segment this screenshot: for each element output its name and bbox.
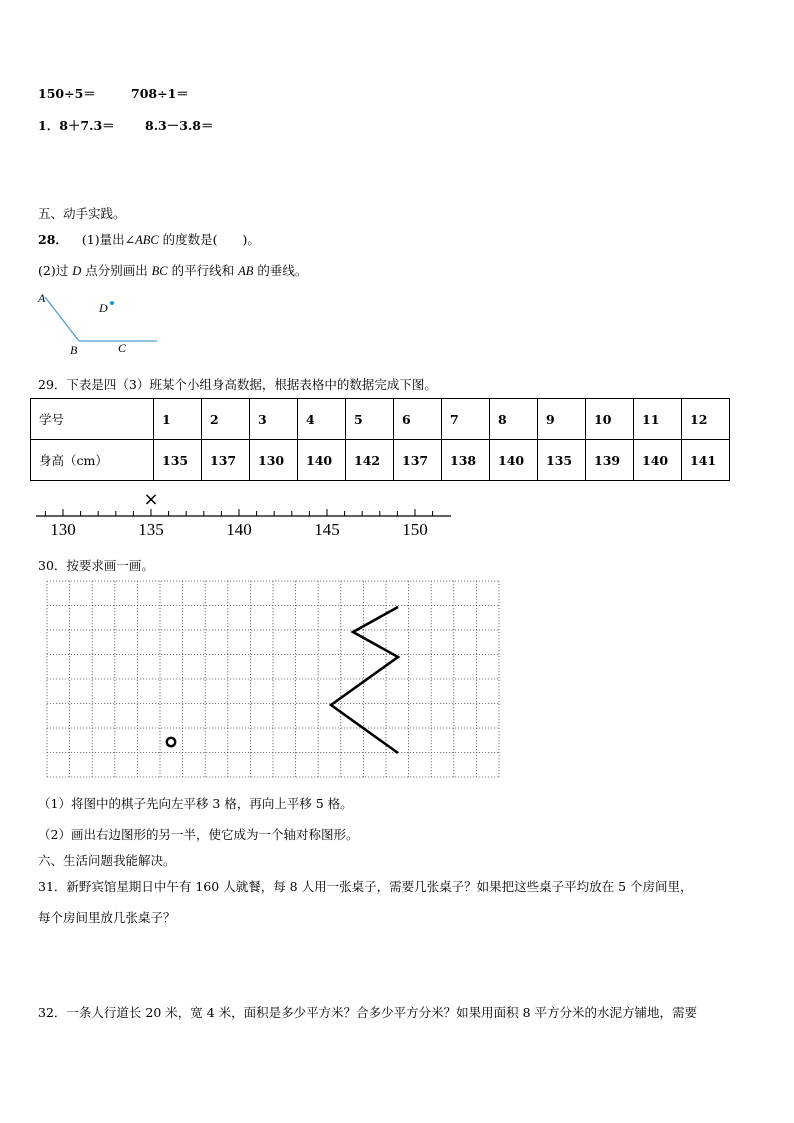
calc-8-3-minus-3-8: 8.3－3.8＝ [145, 118, 214, 133]
q28-part1-pre: (1)量出∠ [81, 232, 136, 247]
table-cell: 137 [394, 440, 442, 481]
section6-title: 六、生活问题我能解决。 [38, 853, 176, 868]
table-cell: 5 [346, 399, 394, 440]
q28-part2-mid: 点分别画出 [81, 263, 152, 278]
table-cell: 8 [490, 399, 538, 440]
table-cell: 138 [442, 440, 490, 481]
table-cell: 135 [154, 440, 202, 481]
q31-line2: 每个房间里放几张桌子？ [38, 910, 176, 925]
label-a: A [38, 291, 46, 305]
label-c: C [118, 341, 127, 355]
table-cell: 9 [538, 399, 586, 440]
number-line-tick-label: 150 [402, 520, 428, 539]
calc-708-div-1: 708÷1＝ [131, 86, 189, 101]
table-cell: 1 [154, 399, 202, 440]
q28-line-ab-ref: AB [238, 264, 254, 278]
label-d: D [99, 301, 108, 315]
table-cell: 135 [538, 440, 586, 481]
q28-number: 28． [38, 232, 68, 247]
table-cell: 4 [298, 399, 346, 440]
number-line-tick-label: 130 [50, 520, 76, 539]
label-b: B [70, 343, 78, 357]
table-cell: 142 [346, 440, 394, 481]
q28-part2-post: 的垂线。 [253, 263, 308, 278]
section5-title: 五、动手实践。 [38, 206, 126, 221]
row-label-height: 身高（cm） [31, 440, 154, 481]
table-cell: 137 [202, 440, 250, 481]
calc-8-plus-7-3: 1．8＋7.3＝ [38, 118, 115, 133]
calc-150-div-5: 150÷5＝ [38, 86, 96, 101]
q30-task2: （2）画出右边图形的另一半，使它成为一个轴对称图形。 [38, 827, 359, 842]
table-cell: 6 [394, 399, 442, 440]
number-line-marker: × [143, 489, 159, 510]
table-cell: 141 [682, 440, 730, 481]
q31-line1: 31．新野宾馆星期日中午有 160 人就餐，每 8 人用一张桌子，需要几张桌子？如果把这些桌子平均放在 5 个房间里， [38, 879, 693, 894]
q30-text: 30．按要求画一画。 [38, 558, 154, 573]
table-cell: 130 [250, 440, 298, 481]
chess-piece [167, 738, 175, 746]
table-cell: 140 [298, 440, 346, 481]
number-line-tick-label: 140 [226, 520, 252, 539]
table-cell: 10 [586, 399, 634, 440]
q30-task1: （1）将图中的棋子先向左平移 3 格，再向上平移 5 格。 [38, 796, 353, 811]
row-label-student-number: 学号 [31, 399, 154, 440]
q28-part2-pre: (2)过 [38, 263, 73, 278]
q28-part2-mid2: 的平行线和 [167, 263, 239, 278]
table-cell: 7 [442, 399, 490, 440]
table-cell: 140 [634, 440, 682, 481]
number-line-tick-label: 135 [138, 520, 164, 539]
table-cell: 140 [490, 440, 538, 481]
table-cell: 139 [586, 440, 634, 481]
table-cell: 2 [202, 399, 250, 440]
q28-point-d-ref: D [72, 264, 82, 278]
grid-lines [47, 581, 499, 777]
q29-text: 29．下表是四（3）班某个小组身高数据，根据表格中的数据完成下图。 [38, 377, 437, 392]
q32-line1: 32．一条人行道长 20 米，宽 4 米，面积是多少平方米？合多少平方分米？如果用面积 8 平方分米的水泥方铺地，需要 [38, 1005, 698, 1020]
q28-angle-name: ABC [135, 233, 159, 247]
table-cell: 11 [634, 399, 682, 440]
q28-part1-post: 的度数是( )。 [158, 232, 260, 247]
q28-line-bc-ref: BC [151, 264, 168, 278]
table-cell: 12 [682, 399, 730, 440]
table-cell: 3 [250, 399, 298, 440]
number-line-tick-label: 145 [314, 520, 340, 539]
